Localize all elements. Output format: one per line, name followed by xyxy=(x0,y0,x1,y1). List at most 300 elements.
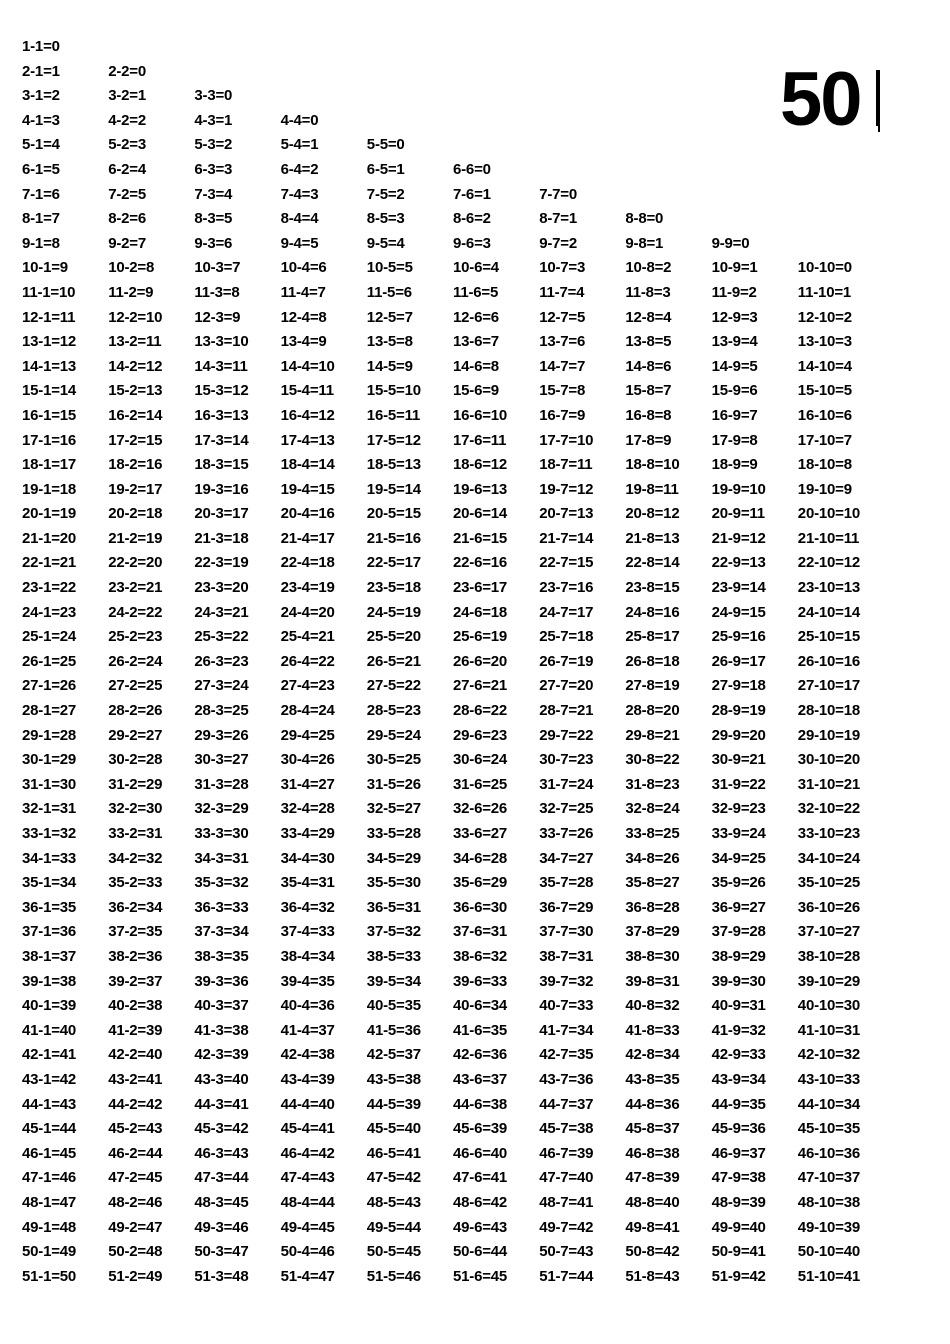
equation-cell: 10-8=2 xyxy=(625,259,672,277)
equation-cell: 24-2=22 xyxy=(108,603,163,621)
equation-cell: 48-9=39 xyxy=(711,1193,766,1211)
equation-cell: 13-4=9 xyxy=(280,333,327,351)
equation-cell: 27-4=23 xyxy=(280,677,335,695)
equation-cell: 9-5=4 xyxy=(366,234,405,252)
equation-cell: 23-8=15 xyxy=(625,579,680,597)
equation-cell: 29-9=20 xyxy=(711,726,766,744)
equation-cell: 37-4=33 xyxy=(280,923,335,941)
equation-cell: 31-10=21 xyxy=(797,775,861,793)
equation-cell: 8-2=6 xyxy=(108,210,146,228)
equation-cell: 42-7=35 xyxy=(539,1046,594,1064)
equation-cell: 26-3=23 xyxy=(194,652,249,670)
equation-cell: 18-2=16 xyxy=(108,456,163,474)
equation-cell: 46-5=41 xyxy=(366,1144,421,1162)
equation-cell: 16-9=7 xyxy=(711,406,758,424)
equation-cell: 50-10=40 xyxy=(797,1243,861,1261)
equation-cell: 40-1=39 xyxy=(22,997,77,1015)
equation-cell: 29-4=25 xyxy=(280,726,335,744)
equation-cell: 45-10=35 xyxy=(797,1120,861,1138)
equation-cell: 11-1=10 xyxy=(22,283,76,301)
equation-cell: 32-6=26 xyxy=(453,800,508,818)
equation-cell: 6-4=2 xyxy=(280,160,319,178)
equation-cell: 44-9=35 xyxy=(711,1095,766,1113)
equation-cell: 42-10=32 xyxy=(797,1046,861,1064)
equation-cell: 20-10=10 xyxy=(797,505,861,523)
equation-cell: 26-2=24 xyxy=(108,652,163,670)
equation-cell: 26-4=22 xyxy=(280,652,335,670)
equation-cell: 30-5=25 xyxy=(366,751,421,769)
equation-cell: 47-1=46 xyxy=(22,1169,77,1187)
equation-cell: 28-9=19 xyxy=(711,702,766,720)
equation-cell: 4-2=2 xyxy=(108,111,146,129)
equation-cell: 4-3=1 xyxy=(194,111,233,129)
equation-cell: 29-10=19 xyxy=(797,726,861,744)
equation-cell: 15-6=9 xyxy=(453,382,499,400)
equation-cell: 28-7=21 xyxy=(539,702,594,720)
equation-cell: 33-2=31 xyxy=(108,825,163,842)
equation-cell: 25-8=17 xyxy=(625,628,680,646)
equation-cell: 15-3=12 xyxy=(194,382,249,400)
equation-cell: 14-10=4 xyxy=(797,357,852,375)
equation-cell: 45-4=41 xyxy=(280,1120,335,1138)
equation-cell: 4-4=0 xyxy=(280,111,319,129)
equation-cell: 17-10=7 xyxy=(797,431,852,449)
equation-cell: 41-4=37 xyxy=(280,1021,335,1039)
equation-cell: 33-1=32 xyxy=(22,825,77,842)
equation-cell: 40-8=32 xyxy=(625,997,680,1015)
equation-cell: 21-10=11 xyxy=(797,529,860,547)
equation-cell: 26-1=25 xyxy=(22,652,77,670)
equation-cell: 9-9=0 xyxy=(711,234,750,252)
equation-cell: 19-2=17 xyxy=(108,480,163,498)
equation-cell: 33-3=30 xyxy=(194,825,249,842)
equation-cell: 12-4=8 xyxy=(280,308,327,326)
equation-cell: 25-10=15 xyxy=(797,628,861,646)
equation-cell: 50-5=45 xyxy=(366,1243,421,1261)
equation-cell: 47-6=41 xyxy=(453,1169,508,1187)
equation-cell: 11-10=1 xyxy=(797,283,852,301)
equation-cell: 20-2=18 xyxy=(108,505,163,523)
equation-cell: 9-8=1 xyxy=(625,234,664,252)
equation-cell: 31-2=29 xyxy=(108,775,163,793)
equation-cell: 22-3=19 xyxy=(194,554,249,572)
equation-cell: 34-10=24 xyxy=(797,849,861,867)
equation-cell: 8-7=1 xyxy=(539,210,577,228)
equation-cell: 27-1=26 xyxy=(22,677,77,695)
equation-cell: 17-9=8 xyxy=(711,431,758,449)
equation-cell: 35-5=30 xyxy=(366,874,421,892)
equation-cell: 20-8=12 xyxy=(625,505,680,523)
equation-cell: 26-8=18 xyxy=(625,652,680,670)
equation-cell: 23-5=18 xyxy=(366,579,421,597)
equation-cell: 46-10=36 xyxy=(797,1144,861,1162)
equation-cell: 14-9=5 xyxy=(711,357,758,375)
equation-cell: 15-1=14 xyxy=(22,382,77,400)
equation-cell: 31-9=22 xyxy=(711,775,766,793)
equation-cell: 40-4=36 xyxy=(280,997,335,1015)
equation-cell: 7-5=2 xyxy=(366,185,405,203)
equation-cell: 6-3=3 xyxy=(194,160,233,178)
equation-cell: 34-3=31 xyxy=(194,849,249,867)
equation-cell: 37-8=29 xyxy=(625,923,680,941)
equation-cell: 28-3=25 xyxy=(194,702,249,720)
equation-cell: 32-7=25 xyxy=(539,800,594,818)
equation-cell: 13-5=8 xyxy=(366,333,413,351)
equation-cell: 24-1=23 xyxy=(22,603,77,621)
equation-cell: 34-1=33 xyxy=(22,849,77,867)
equation-cell: 45-5=40 xyxy=(366,1120,421,1138)
equation-cell: 13-3=10 xyxy=(194,333,249,351)
equation-cell: 17-4=13 xyxy=(280,431,335,449)
equation-cell: 19-7=12 xyxy=(539,480,594,498)
equation-cell: 18-9=9 xyxy=(711,456,758,474)
equation-cell: 48-7=41 xyxy=(539,1193,594,1211)
equation-cell: 24-8=16 xyxy=(625,603,680,621)
equation-cell: 11-4=7 xyxy=(280,283,326,301)
equation-cell: 44-10=34 xyxy=(797,1095,861,1113)
equation-cell: 31-5=26 xyxy=(366,775,421,793)
equation-cell: 36-6=30 xyxy=(453,898,508,916)
equation-cell: 21-8=13 xyxy=(625,529,680,547)
equation-cell: 14-6=8 xyxy=(453,357,499,375)
equation-cell: 9-3=6 xyxy=(194,234,233,252)
equation-cell: 5-3=2 xyxy=(194,136,233,154)
equation-cell: 29-6=23 xyxy=(453,726,508,744)
equation-cell: 33-7=26 xyxy=(539,825,594,842)
equation-cell: 48-8=40 xyxy=(625,1193,680,1211)
equation-cell: 8-3=5 xyxy=(194,210,233,228)
equation-cell: 40-5=35 xyxy=(366,997,421,1015)
equation-cell: 29-1=28 xyxy=(22,726,77,744)
equation-cell: 43-7=36 xyxy=(539,1070,594,1088)
equation-cell: 12-2=10 xyxy=(108,308,163,326)
equation-cell: 48-6=42 xyxy=(453,1193,508,1211)
equation-cell: 44-5=39 xyxy=(366,1095,421,1113)
equation-cell: 38-9=29 xyxy=(711,947,766,965)
equation-cell: 15-9=6 xyxy=(711,382,758,400)
equation-cell: 7-7=0 xyxy=(539,185,577,203)
equation-cell: 27-10=17 xyxy=(797,677,861,695)
equation-cell: 21-4=17 xyxy=(280,529,335,547)
equation-cell: 34-5=29 xyxy=(366,849,421,867)
equation-cell: 29-2=27 xyxy=(108,726,163,744)
equation-cell: 36-10=26 xyxy=(797,898,861,916)
equation-cell: 28-1=27 xyxy=(22,702,77,720)
equation-cell: 27-2=25 xyxy=(108,677,163,695)
equation-cell: 25-3=22 xyxy=(194,628,249,646)
equation-cell: 12-5=7 xyxy=(366,308,413,326)
equation-cell: 21-9=12 xyxy=(711,529,766,547)
equation-cell: 39-3=36 xyxy=(194,972,249,990)
equation-cell: 19-1=18 xyxy=(22,480,77,498)
text-cursor xyxy=(876,70,880,126)
equation-cell: 35-3=32 xyxy=(194,874,249,892)
equation-cell: 23-9=14 xyxy=(711,579,766,597)
page-number-heading: 50 xyxy=(780,57,861,142)
equation-cell: 46-2=44 xyxy=(108,1144,163,1162)
equation-cell: 23-6=17 xyxy=(453,579,508,597)
equation-cell: 35-1=34 xyxy=(22,874,77,892)
equation-cell: 46-9=37 xyxy=(711,1144,766,1162)
equation-cell: 30-6=24 xyxy=(453,751,508,769)
equation-cell: 11-3=8 xyxy=(194,283,240,301)
equation-cell: 50-8=42 xyxy=(625,1243,680,1261)
equation-cell: 7-6=1 xyxy=(453,185,491,203)
equation-cell: 50-3=47 xyxy=(194,1243,249,1261)
equation-cell: 47-8=39 xyxy=(625,1169,680,1187)
equation-cell: 17-7=10 xyxy=(539,431,594,449)
equation-cell: 45-3=42 xyxy=(194,1120,249,1138)
equation-cell: 16-3=13 xyxy=(194,406,249,424)
equation-cell: 12-10=2 xyxy=(797,308,852,326)
equation-cell: 35-8=27 xyxy=(625,874,680,892)
equation-cell: 12-7=5 xyxy=(539,308,586,326)
equation-cell: 37-2=35 xyxy=(108,923,163,941)
equation-cell: 16-8=8 xyxy=(625,406,672,424)
equation-cell: 26-9=17 xyxy=(711,652,766,670)
equation-cell: 51-7=44 xyxy=(539,1267,594,1285)
equation-cell: 35-4=31 xyxy=(280,874,335,892)
equation-cell: 35-10=25 xyxy=(797,874,861,892)
equation-cell: 33-6=27 xyxy=(453,825,508,842)
equation-cell: 49-7=42 xyxy=(539,1218,594,1236)
equation-cell: 37-1=36 xyxy=(22,923,77,941)
equation-cell: 16-2=14 xyxy=(108,406,163,424)
equation-cell: 19-8=11 xyxy=(625,480,679,498)
equation-cell: 32-9=23 xyxy=(711,800,766,818)
equation-cell: 10-2=8 xyxy=(108,259,155,277)
equation-cell: 18-6=12 xyxy=(453,456,508,474)
equation-cell: 3-1=2 xyxy=(22,87,60,105)
equation-cell: 42-5=37 xyxy=(366,1046,421,1064)
equation-cell: 38-10=28 xyxy=(797,947,861,965)
equation-cell: 31-1=30 xyxy=(22,775,77,793)
equation-cell: 20-7=13 xyxy=(539,505,594,523)
equation-cell: 46-4=42 xyxy=(280,1144,335,1162)
equation-cell: 10-6=4 xyxy=(453,259,499,277)
equation-cell: 44-1=43 xyxy=(22,1095,77,1113)
equation-cell: 24-5=19 xyxy=(366,603,421,621)
equation-cell: 11-5=6 xyxy=(366,283,412,301)
equation-cell: 15-2=13 xyxy=(108,382,163,400)
equation-cell: 42-4=38 xyxy=(280,1046,335,1064)
equation-cell: 47-2=45 xyxy=(108,1169,163,1187)
equation-cell: 15-10=5 xyxy=(797,382,852,400)
equation-cell: 33-9=24 xyxy=(711,825,766,842)
equation-cell: 20-1=19 xyxy=(22,505,77,523)
equation-cell: 23-3=20 xyxy=(194,579,249,597)
equation-cell: 9-7=2 xyxy=(539,234,577,252)
equation-cell: 36-3=33 xyxy=(194,898,249,916)
equation-cell: 43-1=42 xyxy=(22,1070,77,1088)
equation-cell: 39-1=38 xyxy=(22,972,77,990)
equation-cell: 10-10=0 xyxy=(797,259,852,277)
equation-cell: 12-3=9 xyxy=(194,308,241,326)
equation-cell: 48-3=45 xyxy=(194,1193,249,1211)
equation-cell: 6-2=4 xyxy=(108,160,146,178)
equation-cell: 24-9=15 xyxy=(711,603,766,621)
equation-cell: 51-3=48 xyxy=(194,1267,249,1285)
equation-cell: 41-9=32 xyxy=(711,1021,766,1039)
equation-cell: 40-10=30 xyxy=(797,997,861,1015)
equation-cell: 22-8=14 xyxy=(625,554,680,572)
equation-cell: 47-3=44 xyxy=(194,1169,249,1187)
equation-cell: 30-3=27 xyxy=(194,751,249,769)
equation-cell: 46-7=39 xyxy=(539,1144,594,1162)
equation-cell: 38-6=32 xyxy=(453,947,508,965)
equation-cell: 26-7=19 xyxy=(539,652,594,670)
equation-cell: 34-9=25 xyxy=(711,849,766,867)
equation-cell: 23-2=21 xyxy=(108,579,163,597)
equation-cell: 23-4=19 xyxy=(280,579,335,597)
equation-cell: 45-2=43 xyxy=(108,1120,163,1138)
equation-cell: 43-8=35 xyxy=(625,1070,680,1088)
equation-cell: 47-9=38 xyxy=(711,1169,766,1187)
equation-cell: 34-7=27 xyxy=(539,849,594,867)
equation-cell: 39-10=29 xyxy=(797,972,861,990)
equation-cell: 51-2=49 xyxy=(108,1267,163,1285)
equation-cell: 25-5=20 xyxy=(366,628,421,646)
equation-cell: 33-8=25 xyxy=(625,825,680,842)
equation-cell: 16-7=9 xyxy=(539,406,586,424)
equation-cell: 21-7=14 xyxy=(539,529,594,547)
equation-cell: 25-6=19 xyxy=(453,628,508,646)
equation-cell: 51-4=47 xyxy=(280,1267,335,1285)
equation-cell: 34-4=30 xyxy=(280,849,335,867)
equation-cell: 14-3=11 xyxy=(194,357,248,375)
equation-cell: 11-6=5 xyxy=(453,283,499,301)
equation-cell: 25-7=18 xyxy=(539,628,594,646)
equation-cell: 22-5=17 xyxy=(366,554,421,572)
equation-cell: 3-2=1 xyxy=(108,87,146,105)
equation-cell: 11-2=9 xyxy=(108,283,154,301)
equation-cell: 13-8=5 xyxy=(625,333,672,351)
equation-cell: 51-8=43 xyxy=(625,1267,680,1285)
equation-cell: 34-8=26 xyxy=(625,849,680,867)
equation-cell: 50-9=41 xyxy=(711,1243,766,1261)
equation-cell: 27-8=19 xyxy=(625,677,680,695)
equation-cell: 10-1=9 xyxy=(22,259,68,277)
equation-cell: 7-3=4 xyxy=(194,185,233,203)
equation-cell: 39-9=30 xyxy=(711,972,766,990)
equation-cell: 16-1=15 xyxy=(22,406,77,424)
equation-cell: 49-5=44 xyxy=(366,1218,421,1236)
equation-cell: 31-7=24 xyxy=(539,775,594,793)
equation-cell: 39-2=37 xyxy=(108,972,163,990)
equation-cell: 38-8=30 xyxy=(625,947,680,965)
equation-cell: 50-2=48 xyxy=(108,1243,163,1261)
equation-cell: 31-4=27 xyxy=(280,775,335,793)
equation-cell: 37-10=27 xyxy=(797,923,861,941)
equation-cell: 4-1=3 xyxy=(22,111,60,129)
equation-cell: 45-7=38 xyxy=(539,1120,594,1138)
equation-cell: 14-8=6 xyxy=(625,357,672,375)
equation-cell: 14-5=9 xyxy=(366,357,413,375)
equation-cell: 43-3=40 xyxy=(194,1070,249,1088)
equation-cell: 32-3=29 xyxy=(194,800,249,818)
equation-cell: 5-1=4 xyxy=(22,136,60,154)
equation-cell: 38-4=34 xyxy=(280,947,335,965)
equation-cell: 21-5=16 xyxy=(366,529,421,547)
equation-cell: 37-7=30 xyxy=(539,923,594,941)
equation-cell: 27-6=21 xyxy=(453,677,508,695)
equation-cell: 49-8=41 xyxy=(625,1218,680,1236)
equation-cell: 8-6=2 xyxy=(453,210,491,228)
equation-cell: 19-5=14 xyxy=(366,480,421,498)
equation-cell: 50-1=49 xyxy=(22,1243,77,1261)
equation-cell: 27-7=20 xyxy=(539,677,594,695)
equation-cell: 39-5=34 xyxy=(366,972,421,990)
equation-cell: 40-9=31 xyxy=(711,997,766,1015)
equation-cell: 51-5=46 xyxy=(366,1267,421,1285)
equation-cell: 27-5=22 xyxy=(366,677,421,695)
equation-cell: 25-2=23 xyxy=(108,628,163,646)
equation-cell: 15-7=8 xyxy=(539,382,586,400)
equation-cell: 16-6=10 xyxy=(453,406,508,424)
equation-cell: 14-4=10 xyxy=(280,357,335,375)
equation-cell: 21-2=19 xyxy=(108,529,163,547)
equation-cell: 18-1=17 xyxy=(22,456,77,474)
equation-cell: 48-5=43 xyxy=(366,1193,421,1211)
equation-cell: 7-2=5 xyxy=(108,185,146,203)
equation-cell: 24-6=18 xyxy=(453,603,508,621)
equation-cell: 43-10=33 xyxy=(797,1070,861,1088)
equation-cell: 28-6=22 xyxy=(453,702,508,720)
equation-cell: 51-10=41 xyxy=(797,1267,861,1285)
equation-cell: 19-10=9 xyxy=(797,480,852,498)
equation-cell: 22-6=16 xyxy=(453,554,508,572)
equation-cell: 31-3=28 xyxy=(194,775,249,793)
equation-cell: 42-1=41 xyxy=(22,1046,77,1064)
equation-cell: 19-3=16 xyxy=(194,480,249,498)
equation-cell: 12-1=11 xyxy=(22,308,76,326)
equation-cell: 45-8=37 xyxy=(625,1120,680,1138)
equation-cell: 28-2=26 xyxy=(108,702,163,720)
equation-cell: 17-5=12 xyxy=(366,431,421,449)
equation-cell: 9-1=8 xyxy=(22,234,60,252)
equation-cell: 37-6=31 xyxy=(453,923,508,941)
equation-cell: 8-4=4 xyxy=(280,210,319,228)
equation-cell: 17-3=14 xyxy=(194,431,249,449)
equation-cell: 22-4=18 xyxy=(280,554,335,572)
equation-cell: 35-9=26 xyxy=(711,874,766,892)
equation-cell: 41-1=40 xyxy=(22,1021,77,1039)
equation-cell: 43-5=38 xyxy=(366,1070,421,1088)
equation-cell: 13-6=7 xyxy=(453,333,499,351)
equation-cell: 30-7=23 xyxy=(539,751,594,769)
equation-cell: 25-9=16 xyxy=(711,628,766,646)
equation-cell: 13-1=12 xyxy=(22,333,77,351)
equation-cell: 46-3=43 xyxy=(194,1144,249,1162)
equation-cell: 37-3=34 xyxy=(194,923,249,941)
equation-cell: 13-10=3 xyxy=(797,333,852,351)
equation-cell: 7-1=6 xyxy=(22,185,60,203)
equation-cell: 44-4=40 xyxy=(280,1095,335,1113)
equation-cell: 36-7=29 xyxy=(539,898,594,916)
equation-cell: 36-9=27 xyxy=(711,898,766,916)
equation-cell: 24-7=17 xyxy=(539,603,594,621)
equation-cell: 10-7=3 xyxy=(539,259,586,277)
equation-cell: 47-5=42 xyxy=(366,1169,421,1187)
equation-cell: 41-10=31 xyxy=(797,1021,861,1039)
equation-cell: 14-7=7 xyxy=(539,357,586,375)
equation-cell: 6-5=1 xyxy=(366,160,405,178)
equation-cell: 20-4=16 xyxy=(280,505,335,523)
equation-cell: 11-8=3 xyxy=(625,283,671,301)
equation-cell: 19-4=15 xyxy=(280,480,335,498)
equation-cell: 41-5=36 xyxy=(366,1021,421,1039)
equation-cell: 39-6=33 xyxy=(453,972,508,990)
